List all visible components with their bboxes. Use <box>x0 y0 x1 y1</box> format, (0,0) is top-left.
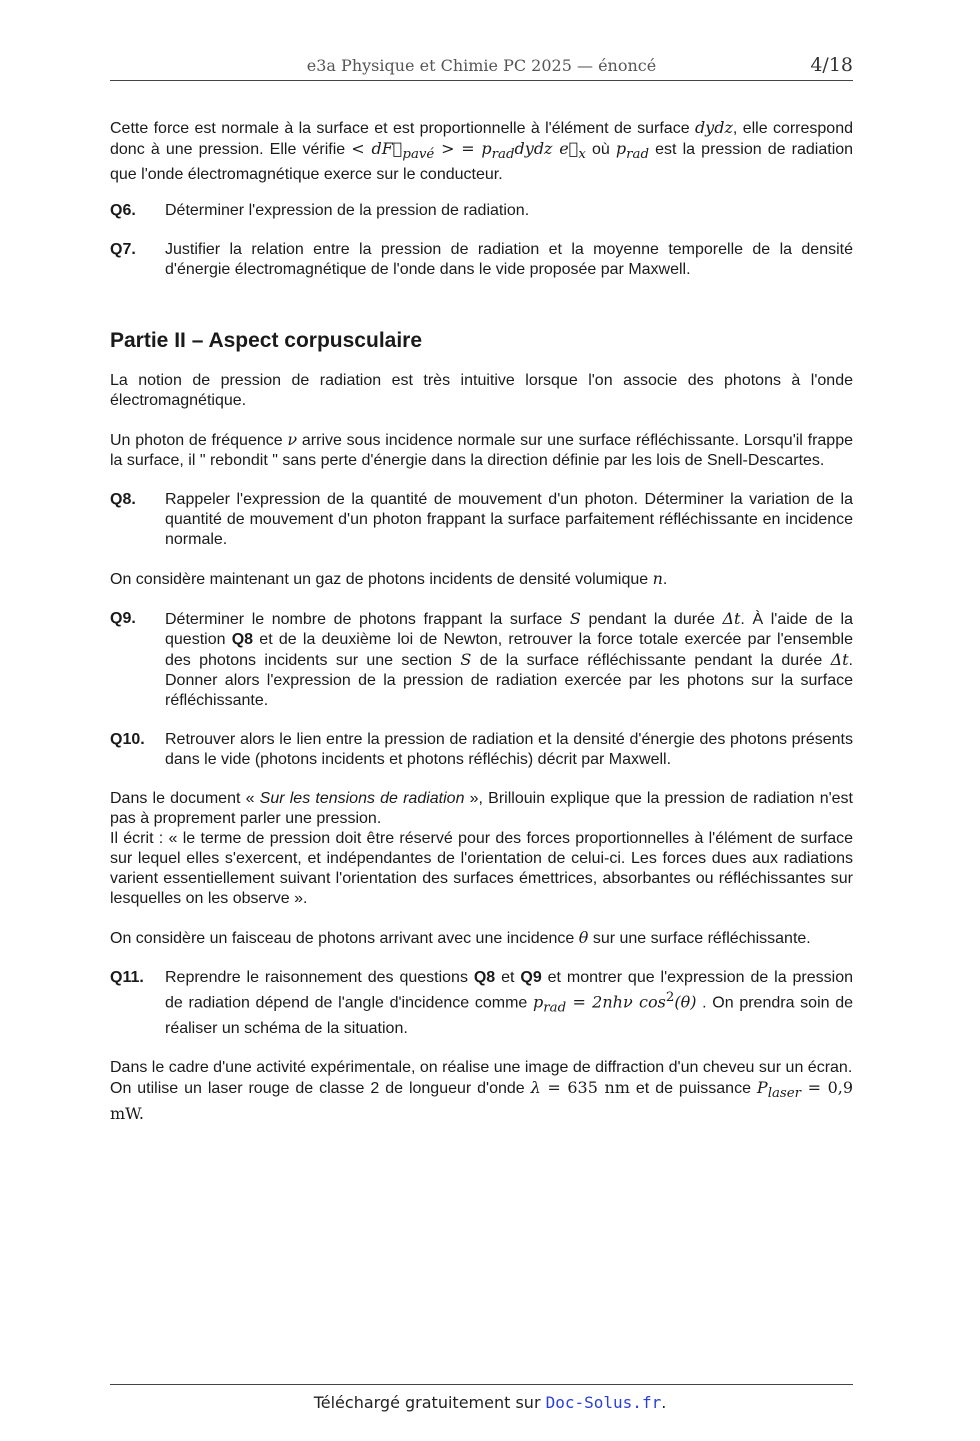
footer-link[interactable]: Doc-Solus.fr <box>545 1393 662 1412</box>
text: et de puissance <box>629 1079 757 1097</box>
header-title: e3a Physique et Chimie PC 2025 — énoncé <box>306 56 657 75</box>
paragraph-brillouin <box>110 789 853 909</box>
intro-text-4: est la pression de radiation que l'onde électromagnétique exerce sur le conducteur. <box>110 141 854 184</box>
text: Un photon de fréquence <box>110 432 288 449</box>
math-p: p <box>615 139 627 158</box>
math-sub-x: x <box>578 147 586 163</box>
footer-end: . <box>661 1393 667 1412</box>
intro-text-1: Cette force est normale à la surface et est proportionnelle à l'élément de surface <box>110 120 695 137</box>
text: Déterminer le nombre de photons frappant la surface <box>165 611 570 628</box>
page-content <box>110 118 853 1125</box>
math-formula: = 2nhν cos <box>566 992 666 1012</box>
text: On considère un faisceau de photons arrivant avec une incidence <box>110 930 579 947</box>
math-prad: > = p <box>434 139 492 158</box>
document-title: Sur les tensions de radiation <box>259 790 465 807</box>
text: . À l'aide de la question <box>165 611 853 648</box>
math-sub-rad: rad <box>543 1000 567 1016</box>
paragraph-beam <box>110 928 853 949</box>
math-S: S <box>460 650 472 669</box>
question-label: Q9. <box>110 610 136 627</box>
question-label: Q7. <box>110 241 136 258</box>
question-label: Q11. <box>110 969 144 986</box>
text: Dans le document « <box>110 790 260 807</box>
math-dt: Δt <box>722 609 741 628</box>
footer-divider <box>110 1384 853 1385</box>
text: », Brillouin explique que la pression de radiation n'est pas à proprement parler une pression. <box>110 790 853 827</box>
math-dt: Δt <box>830 650 849 669</box>
math-dydz-ex: dydz e⃗ <box>514 139 579 158</box>
math-sub-laser: laser <box>767 1085 801 1101</box>
text: . Donner alors l'expression de la pression de radiation exercée par les photons sur la surface réfléchissante. <box>165 652 853 709</box>
intro-paragraph <box>110 118 854 184</box>
paragraph-gas <box>110 569 853 590</box>
question-q11 <box>110 968 853 1039</box>
text: arrive sous incidence normale sur une surface réfléchissante. Lorsqu'il frappe la surface, il " rebondit " sans perte d'énergie dans la direction définie par les lois de Snell-Descartes. <box>110 432 853 469</box>
math-sub-pave: pavé <box>402 147 435 163</box>
section-title: Partie II – Aspect corpusculaire <box>110 329 423 352</box>
math-theta: θ <box>578 928 589 947</box>
math-p: p <box>533 992 544 1012</box>
question-q8 <box>110 490 853 550</box>
math-P: P <box>756 1077 768 1097</box>
math-value-power: = 0,9 mW. <box>110 1077 854 1123</box>
question-text: Justifier la relation entre la pression de radiation et la moyenne temporelle de la densité d'énergie électromagnétique de l'onde dans le vide proposée par Maxwell. <box>165 241 853 278</box>
math-sub-rad-2: rad <box>626 147 650 163</box>
math-nu: ν <box>287 430 298 449</box>
text: sur une surface réfléchissante. <box>588 930 811 947</box>
paragraph-photon <box>110 430 853 471</box>
text: et montrer que l'expression de la pression de radiation dépend de l'angle d'incidence comme <box>165 969 853 1012</box>
question-q9 <box>110 609 853 711</box>
intro-text-3: où <box>585 141 616 158</box>
math-S: S <box>569 609 581 628</box>
question-label: Q10. <box>110 731 145 748</box>
question-q6 <box>110 201 853 221</box>
question-text: Retrouver alors le lien entre la pression de radiation et la densité d'énergie des photons présents dans le vide (photons incidents et photons réfléchis) décrit par Maxwell. <box>165 731 853 768</box>
question-q7 <box>110 240 853 280</box>
text: On utilise un laser rouge de classe 2 de longueur d'onde <box>110 1079 531 1097</box>
question-label: Q6. <box>110 202 136 219</box>
paragraph-experiment <box>110 1058 853 1125</box>
quote-text: Il écrit : « le terme de pression doit être réservé pour des forces proportionnelles à l'élément de surface sur lequel elles s'exercent, et indépendantes de l'orientation de celui-ci. Les forces dues aux radiations varient essentiellement suivant l'orientation des surfaces émettrices, absorbantes ou réfléchissantes sur lesquelles on les observe ». <box>110 830 853 907</box>
intro-text-2: , elle correspond donc à une pression. Elle vérifie <box>110 120 853 158</box>
text: . <box>662 571 668 588</box>
text: de la surface réfléchissante pendant la durée <box>471 652 831 669</box>
text: On considère maintenant un gaz de photons incidents de densité volumique <box>110 571 653 588</box>
text: et <box>495 969 521 986</box>
page-header <box>110 52 853 81</box>
math-sup-2: 2 <box>665 990 675 1005</box>
math-lambda: λ <box>530 1077 541 1097</box>
footer-text: Téléchargé gratuitement sur <box>313 1393 546 1412</box>
question-ref-q8: Q8 <box>473 969 496 986</box>
page-footer <box>0 1393 980 1412</box>
page-number: 4/18 <box>810 54 853 76</box>
text: Dans le cadre d'une activité expérimentale, on réalise une image de diffraction d'un cheveu sur un écran. <box>110 1058 853 1076</box>
math-dydz: dydz <box>694 118 733 137</box>
text: Reprendre le raisonnement des questions <box>165 969 474 986</box>
math-dF: < dF⃗ <box>351 139 403 158</box>
text: . On prendra soin de réaliser un schéma de la situation. <box>165 994 854 1037</box>
math-value-wavelength: = 635 nm <box>540 1077 630 1097</box>
paragraph-notion: La notion de pression de radiation est très intuitive lorsque l'on associe des photons à l'onde électromagnétique. <box>110 372 853 409</box>
math-n: n <box>652 569 663 588</box>
question-label: Q8. <box>110 491 136 508</box>
text: pendant la durée <box>580 611 723 628</box>
math-sub-rad: rad <box>491 147 515 163</box>
question-q10 <box>110 730 853 770</box>
question-text: Rappeler l'expression de la quantité de mouvement d'un photon. Déterminer la variation de la quantité de mouvement d'un photon frappant la surface parfaitement réfléchissante en incidence normale. <box>165 491 853 548</box>
question-text <box>165 609 853 711</box>
math-theta-arg: (θ) <box>674 992 697 1012</box>
question-text: Déterminer l'expression de la pression de radiation. <box>165 202 530 219</box>
question-text <box>165 968 853 1039</box>
question-ref-q9: Q9 <box>520 969 542 986</box>
question-ref-q8: Q8 <box>231 631 254 648</box>
text: et de la deuxième loi de Newton, retrouver la force totale exercée par l'ensemble des photons incidents sur une section <box>165 631 854 669</box>
